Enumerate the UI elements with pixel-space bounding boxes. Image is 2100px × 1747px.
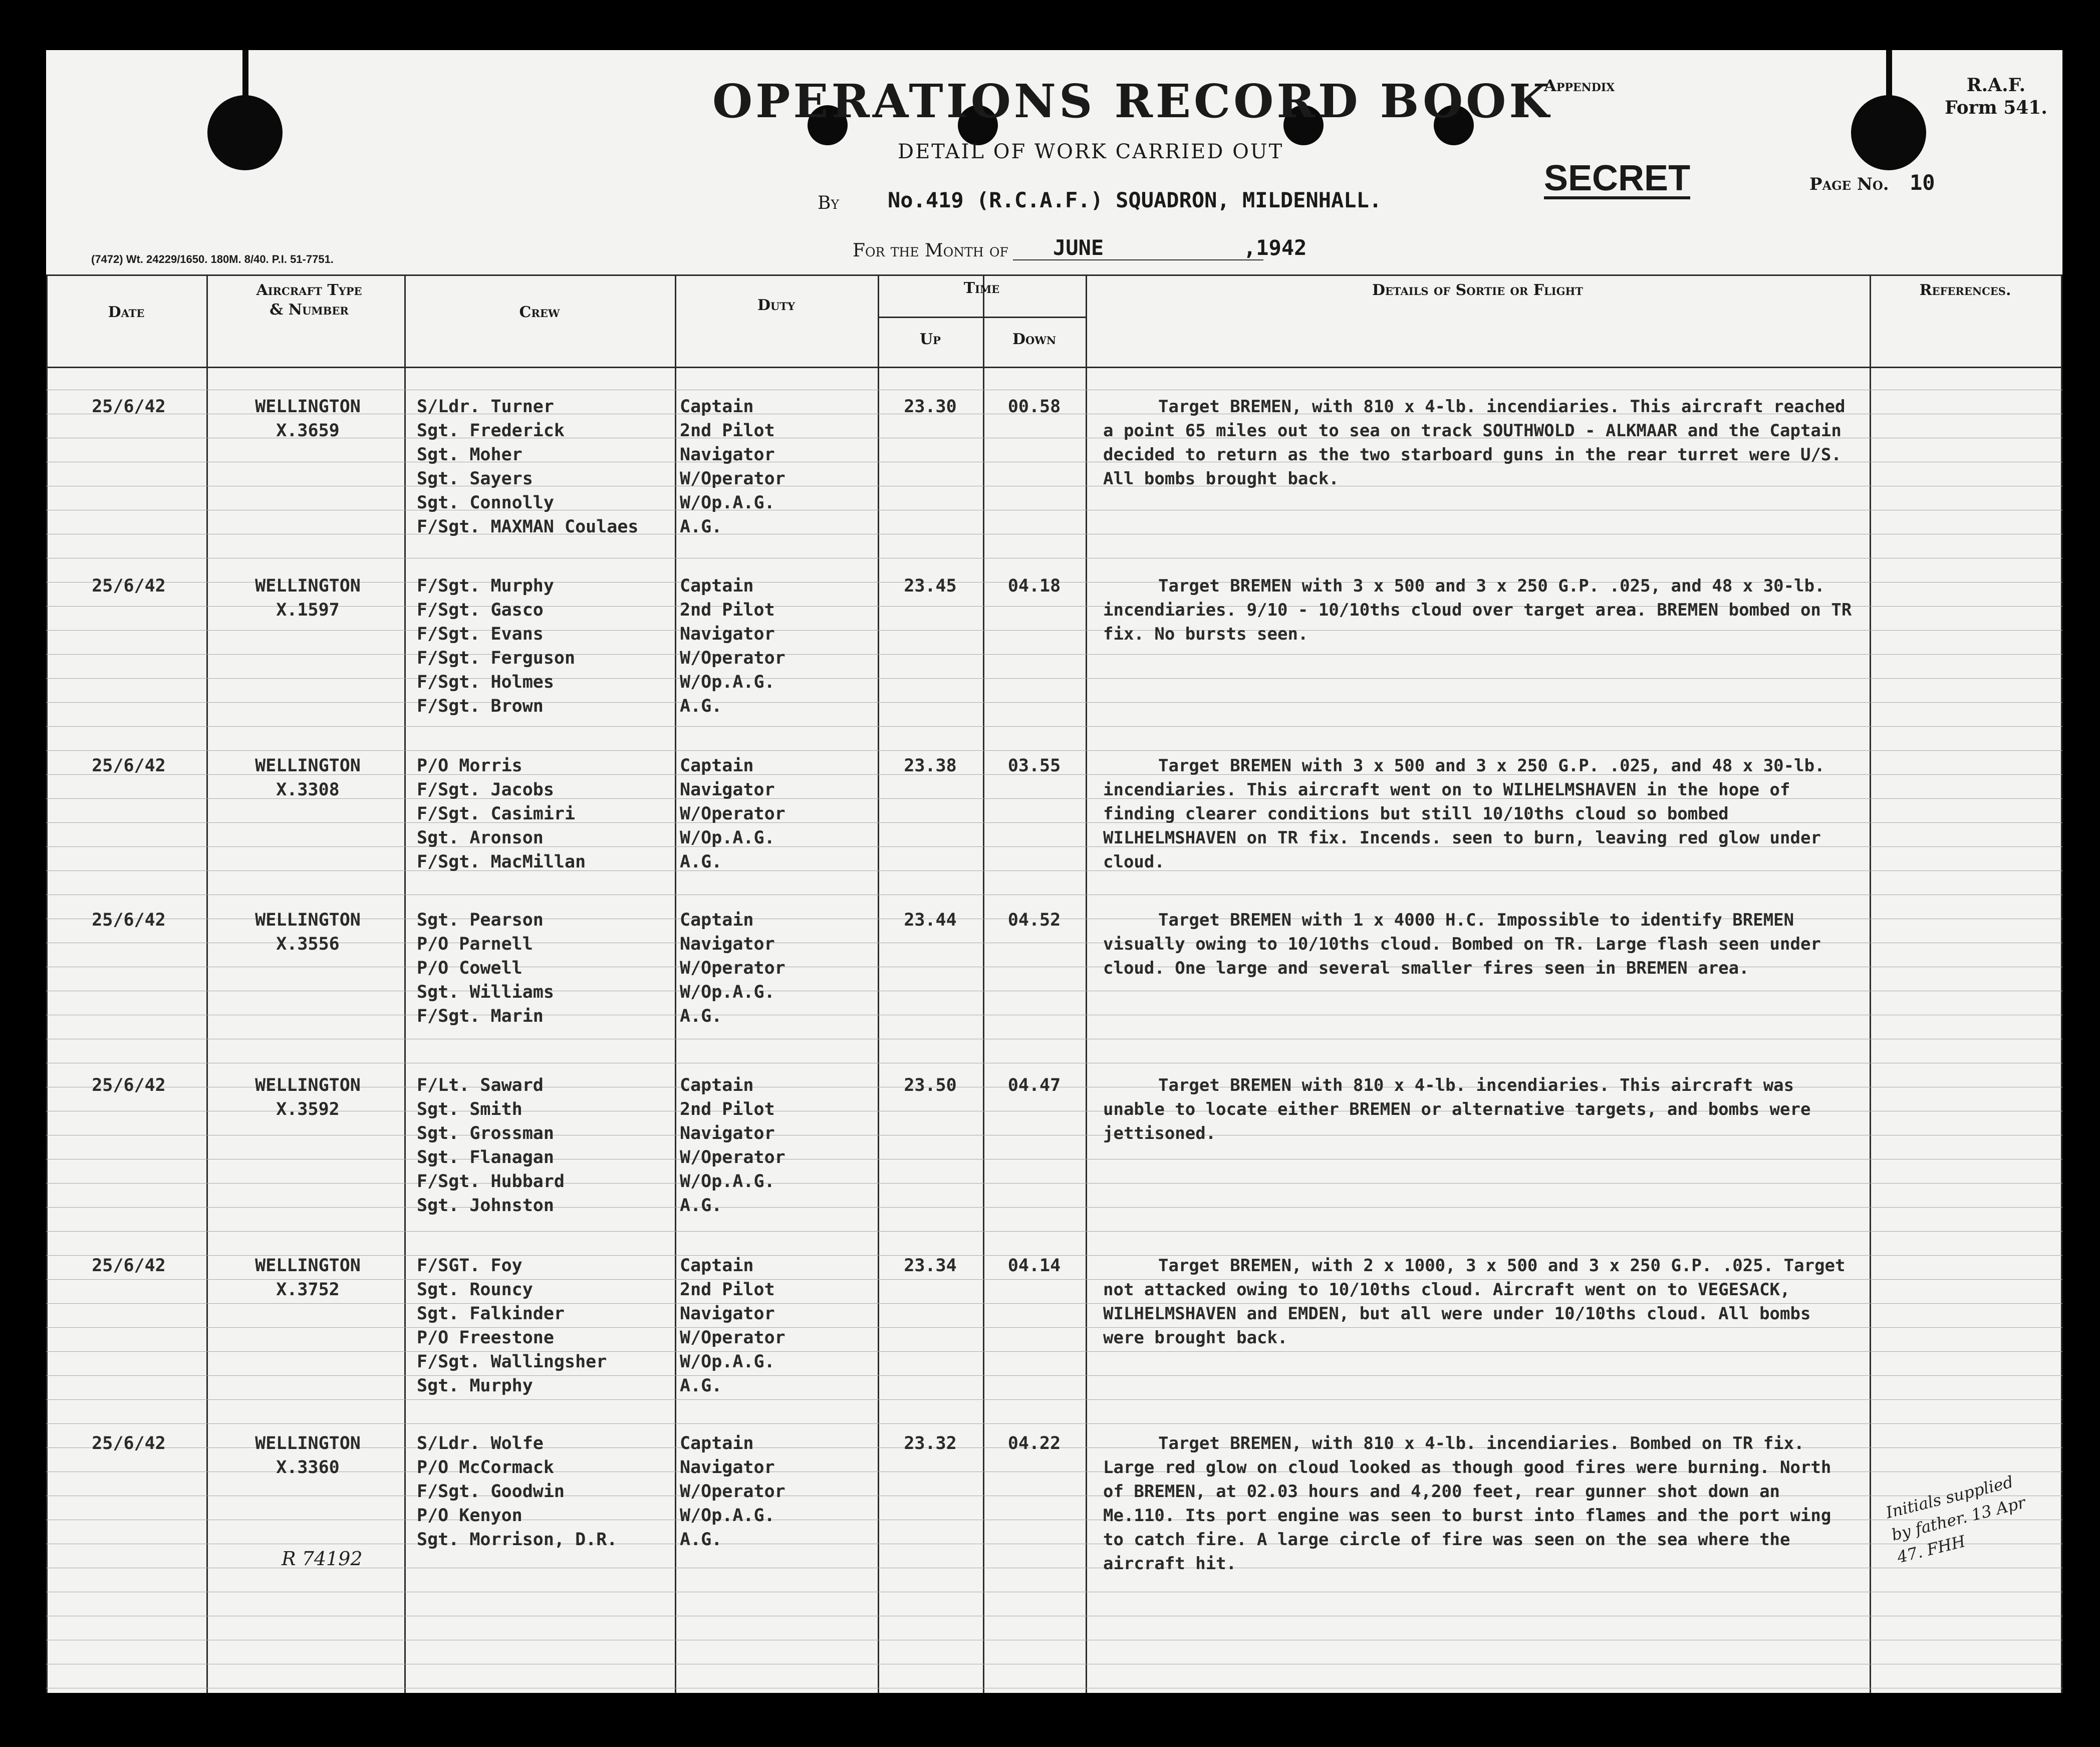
crew-member: Sgt. Flanagan [417,1147,554,1168]
page-number-label: Page No. [1809,174,1889,194]
crew-member: Sgt. Sayers [417,469,533,489]
crew-member: F/Sgt. Wallingsher [417,1352,607,1372]
crew-member: S/Ldr. Wolfe [417,1433,544,1453]
col-border-3 [675,274,676,1693]
crew-member: F/Lt. Saward [417,1075,544,1095]
crew-member: F/Sgt. Gasco [417,600,544,620]
month-underline [1013,259,1263,260]
crew-duty: Navigator [680,624,775,644]
header-bottom-border [46,367,2062,368]
crew-duty: A.G. [680,1006,722,1026]
time-up: 23.44 [904,910,957,930]
col-border-8 [2061,274,2062,1693]
aircraft-type: WELLINGTON [255,756,361,776]
crew-duty: W/Op.A.G. [680,1352,775,1372]
time-down: 04.47 [1007,1075,1061,1095]
crew-member: Sgt. Aronson [417,828,544,848]
crew-member: Sgt. Grossman [417,1123,554,1143]
col-header-crew: Crew [519,304,560,321]
sortie-date: 25/6/42 [92,1075,166,1095]
crew-member: Sgt. Connolly [417,493,554,513]
crew-duty: Navigator [680,445,775,465]
crew-member: F/Sgt. MAXMAN Coulaes [417,517,639,537]
sortie-details: Target BREMEN, with 2 x 1000, 3 x 500 and 3 x 250 G.P. .025. Target not attacked owing to 10/10ths cloud. Aircraft went on to VEGESACK, WILHELMSHAVEN and EMDEN, but all were under 10/10ths cloud. All bombs were brought back. [1103,1256,1846,1348]
time-subheader-border [878,317,1086,318]
aircraft-number: X.3556 [276,934,340,954]
crew-duty: 2nd Pilot [680,1099,775,1119]
crew-duty: Captain [680,1075,754,1095]
sortie-details: Target BREMEN with 3 x 500 and 3 x 250 G.P. .025, and 48 x 30-lb. incendiaries. 9/10 - 10/10ths cloud over target area. BREMEN bombed on TR fix. No bursts seen. [1103,576,1852,644]
crew-duty: 2nd Pilot [680,600,775,620]
sortie-date: 25/6/42 [92,756,166,776]
crew-member: Sgt. Frederick [417,421,565,441]
sortie-date: 25/6/42 [92,910,166,930]
ruled-line [46,1207,2062,1208]
crew-member: F/Sgt. Jacobs [417,780,554,800]
time-down: 04.22 [1007,1433,1061,1453]
crew-member: Sgt. Falkinder [417,1304,565,1324]
col-border-5 [983,274,984,1693]
crew-duty: Navigator [680,1123,775,1143]
col-header-duty: Duty [757,297,795,314]
crew-member: Sgt. Rouncy [417,1280,533,1300]
crew-member: P/O Freestone [417,1328,554,1348]
crew-duty: Captain [680,1256,754,1276]
crew-member: P/O Kenyon [417,1506,522,1526]
time-up: 23.32 [904,1433,957,1453]
sortie-date: 25/6/42 [92,576,166,596]
form-line-2: Form 541. [1945,97,2047,118]
crew-duty: W/Operator [680,958,785,978]
crew-duty: 2nd Pilot [680,1280,775,1300]
print-code: (7472) Wt. 24229/1650. 180M. 8/40. P.I. 51-7751. [91,253,334,265]
crew-duty: Navigator [680,780,775,800]
crew-duty: W/Operator [680,1147,785,1168]
time-down: 00.58 [1007,397,1061,417]
month-label: For the Month of [853,240,1008,261]
ruled-line [46,1231,2062,1232]
crew-duty: A.G. [680,1530,722,1550]
crew-duty: A.G. [680,517,722,537]
crew-duty: Navigator [680,1304,775,1324]
sortie-date: 25/6/42 [92,397,166,417]
aircraft-number: X.3659 [276,421,340,441]
margin-handwritten-note: Initials supplied by father. 13 Apr 47. FHH [1884,1472,2027,1567]
aircraft-type: WELLINGTON [255,1433,361,1453]
sortie-details: Target BREMEN, with 810 x 4-lb. incendiaries. This aircraft reached a point 65 miles out to sea on track SOUTHWOLD - ALKMAAR and the Captain decided to return as the two starboard guns in the rear turret were U/S. All bombs brought back. [1103,397,1846,489]
crew-duty: W/Op.A.G. [680,1506,775,1526]
col-border-2 [404,274,406,1693]
ruled-line [46,654,2062,655]
col-border-6 [1086,274,1087,1693]
crew-duty: W/Op.A.G. [680,1172,775,1192]
sortie-details: Target BREMEN, with 810 x 4-lb. incendiaries. Bombed on TR fix. Large red glow on cloud looked as though good fires were burning. North of BREMEN, at 02.03 hours and 4,200 feet, rear gunner shot down an Me.110. Its port engine was seen to burst into flames and the port wing to catch fire. A large circle of fire was seen on the sea where the aircraft hit. [1103,1433,1831,1574]
crew-member: F/Sgt. MacMillan [417,852,586,872]
col-header-time: Time [963,279,1000,297]
col-header-details: Details of Sortie or Flight [1372,281,1584,299]
time-down: 04.52 [1007,910,1061,930]
crew-duty: A.G. [680,852,722,872]
aircraft-number: X.3592 [276,1099,340,1119]
sortie-table [46,274,2062,1693]
binder-hole-left [207,95,283,170]
col-header-down: Down [1012,331,1057,348]
aircraft-type: WELLINGTON [255,397,361,417]
ruled-line [46,702,2062,703]
serial-number-annotation: R 74192 [282,1548,363,1570]
col-border-7 [1870,274,1871,1693]
crew-member: Sgt. Williams [417,982,554,1002]
sortie-date: 25/6/42 [92,1256,166,1276]
crew-member: F/Sgt. Marin [417,1006,544,1026]
time-down: 04.18 [1007,576,1061,596]
form-line-1: R.A.F. [1966,75,2026,96]
crew-member: Sgt. Pearson [417,910,544,930]
crew-member: F/Sgt. Casimiri [417,804,576,824]
crew-member: Sgt. Johnston [417,1196,554,1216]
crew-duty: W/Operator [680,1328,785,1348]
squadron-name: No.419 (R.C.A.F.) SQUADRON, MILDENHALL. [888,188,1382,212]
aircraft-type: WELLINGTON [255,576,361,596]
crew-member: F/SGT. Foy [417,1256,522,1276]
by-label: By [818,193,839,213]
page-number-value: 10 [1910,170,1935,195]
aircraft-number: X.1597 [276,600,340,620]
aircraft-number: X.3752 [276,1280,340,1300]
crew-duty: Navigator [680,934,775,954]
crew-duty: W/Op.A.G. [680,982,775,1002]
page-subtitle: DETAIL OF WORK CARRIED OUT [898,140,1284,163]
crew-member: P/O Morris [417,756,522,776]
col-border-0 [46,274,48,1693]
crew-member: Sgt. Morrison, D.R. [417,1530,618,1550]
month-value: JUNE [1053,235,1104,260]
sortie-details: Target BREMEN with 810 x 4-lb. incendiaries. This aircraft was unable to locate either BREMEN or alternative targets, and bombs were jettisoned. [1103,1075,1811,1143]
crew-duty: 2nd Pilot [680,421,775,441]
crew-duty: W/Operator [680,804,785,824]
time-up: 23.50 [904,1075,957,1095]
time-down: 03.55 [1007,756,1061,776]
crew-member: F/Sgt. Murphy [417,576,554,596]
form-number [1945,74,2047,119]
col-header-references: References. [1919,281,2011,299]
crew-duty: Captain [680,1433,754,1453]
ruled-line [46,1351,2062,1352]
crew-duty: A.G. [680,1196,722,1216]
crew-duty: W/Operator [680,469,785,489]
crew-duty: Captain [680,756,754,776]
crew-member: F/Sgt. Holmes [417,672,554,692]
crew-member: F/Sgt. Brown [417,696,544,716]
crew-member: F/Sgt. Hubbard [417,1172,565,1192]
col-border-1 [206,274,208,1693]
table-top-border [46,274,2062,276]
crew-duty: Captain [680,397,754,417]
crew-duty: W/Op.A.G. [680,828,775,848]
sortie-details: Target BREMEN with 1 x 4000 H.C. Impossible to identify BREMEN visually owing to 10/10ths cloud. Bombed on TR. Large flash seen under cloud. One large and several smaller fires seen in BREMEN area. [1103,910,1821,978]
aircraft-type: WELLINGTON [255,1075,361,1095]
crew-duty: W/Op.A.G. [680,672,775,692]
col-border-4 [878,274,879,1693]
crew-member: F/Sgt. Ferguson [417,648,576,668]
ruled-line [46,1399,2062,1400]
col-header-up: Up [920,331,941,348]
crew-member: Sgt. Murphy [417,1376,533,1396]
aircraft-number: X.3308 [276,780,340,800]
ruled-line [46,1183,2062,1184]
crew-duty: Navigator [680,1458,775,1478]
col-header-date: Date [108,304,145,321]
binder-hole-right [1851,95,1926,170]
ruled-line [46,1423,2062,1424]
ruled-line [46,750,2062,751]
aircraft-number: X.3360 [276,1458,340,1478]
crew-member: F/Sgt. Evans [417,624,544,644]
ruled-line [46,678,2062,679]
time-up: 23.38 [904,756,957,776]
crew-duty: W/Operator [680,1482,785,1502]
ruled-line [46,1375,2062,1376]
col-header-aircraft: Aircraft Type & Number [256,281,362,319]
aircraft-type: WELLINGTON [255,1256,361,1276]
crew-member: P/O Cowell [417,958,522,978]
year-value: ,1942 [1243,235,1307,260]
time-up: 23.30 [904,397,957,417]
time-down: 04.14 [1007,1256,1061,1276]
secret-stamp: SECRET [1544,158,1691,198]
crew-member: P/O McCormack [417,1458,554,1478]
page-title: OPERATIONS RECORD BOOK [712,74,1552,128]
time-up: 23.34 [904,1256,957,1276]
crew-duty: W/Op.A.G. [680,493,775,513]
crew-member: F/Sgt. Goodwin [417,1482,565,1502]
crew-member: Sgt. Moher [417,445,522,465]
appendix-label: Appendix [1544,76,1615,95]
crew-member: Sgt. Smith [417,1099,522,1119]
crew-member: P/O Parnell [417,934,533,954]
crew-duty: Captain [680,576,754,596]
crew-duty: Captain [680,910,754,930]
crew-duty: A.G. [680,1376,722,1396]
aircraft-type: WELLINGTON [255,910,361,930]
crew-member: S/Ldr. Turner [417,397,554,417]
sortie-details: Target BREMEN with 3 x 500 and 3 x 250 G.P. .025, and 48 x 30-lb. incendiaries. This aircraft went on to WILHELMSHAVEN in the hope of finding clearer conditions but still 10/10ths cloud so bombed WILHELMSHAVEN on TR fix. Incends. seen to burn, leaving red glow under cloud. [1103,756,1825,872]
sortie-date: 25/6/42 [92,1433,166,1453]
crew-duty: A.G. [680,696,722,716]
ruled-line [46,726,2062,727]
crew-duty: W/Operator [680,648,785,668]
record-sheet [46,50,2062,1693]
time-up: 23.45 [904,576,957,596]
